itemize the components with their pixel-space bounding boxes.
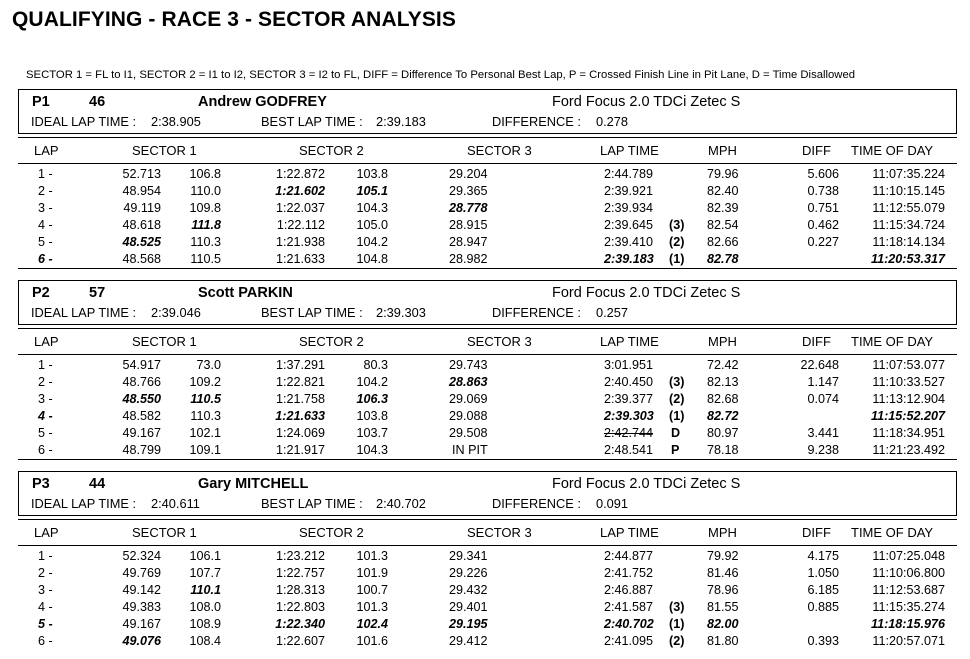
col-sector-2: SECTOR 2 bbox=[299, 525, 364, 540]
sector2-time: 1:21.602 bbox=[275, 184, 325, 198]
lap-row bbox=[18, 166, 957, 183]
col-lap: LAP bbox=[34, 334, 59, 349]
sector1-mph: 110.3 bbox=[190, 409, 221, 423]
lap-number: 1 - bbox=[38, 167, 53, 181]
sector1-time: 48.618 bbox=[122, 218, 161, 232]
lap-time: 2:39.303 bbox=[604, 409, 654, 423]
sector1-mph: 108.9 bbox=[189, 617, 221, 631]
sector1-time: 49.076 bbox=[122, 634, 161, 648]
sector2-mph: 101.3 bbox=[356, 549, 388, 563]
lap-flag: (3) bbox=[669, 600, 685, 614]
lap-row bbox=[18, 391, 957, 408]
sector2-mph: 104.3 bbox=[356, 201, 388, 215]
lap-time: 2:48.541 bbox=[604, 443, 654, 457]
ideal-lap-value: 2:38.905 bbox=[151, 114, 201, 129]
sector1-mph: 109.1 bbox=[189, 443, 221, 457]
lap-row bbox=[18, 425, 957, 442]
sector1-time: 48.799 bbox=[122, 443, 161, 457]
lap-flag: (3) bbox=[669, 218, 685, 232]
lap-time: 2:39.921 bbox=[604, 184, 654, 198]
sector2-mph: 101.9 bbox=[356, 566, 388, 580]
sector2-time: 1:21.917 bbox=[275, 443, 325, 457]
col-lap: LAP bbox=[34, 525, 59, 540]
sector3-time: 29.401 bbox=[449, 600, 488, 614]
lap-diff: 6.185 bbox=[807, 583, 839, 597]
lap-number: 2 - bbox=[38, 184, 53, 198]
sector2-mph: 104.8 bbox=[356, 252, 388, 266]
lap-number: 2 - bbox=[38, 566, 53, 580]
time-of-day: 11:12:55.079 bbox=[872, 201, 945, 215]
sector2-mph: 106.3 bbox=[356, 392, 388, 406]
sector2-time: 1:22.607 bbox=[275, 634, 325, 648]
sector1-time: 49.769 bbox=[122, 566, 161, 580]
lap-number: 6 - bbox=[38, 443, 53, 457]
lap-row bbox=[18, 251, 957, 269]
ideal-lap-label: IDEAL LAP TIME : bbox=[31, 496, 137, 511]
best-lap-value: 2:39.303 bbox=[376, 305, 426, 320]
lap-diff: 0.462 bbox=[807, 218, 839, 232]
col-sector-2: SECTOR 2 bbox=[299, 143, 364, 158]
lap-diff: 22.648 bbox=[800, 358, 839, 372]
sector3-time: 29.088 bbox=[449, 409, 488, 423]
sector2-mph: 104.3 bbox=[356, 443, 388, 457]
col-diff: DIFF bbox=[802, 525, 831, 540]
sector2-time: 1:22.757 bbox=[275, 566, 325, 580]
lap-row bbox=[18, 234, 957, 251]
lap-flag: (1) bbox=[669, 252, 685, 266]
lap-number: 6 - bbox=[38, 634, 53, 648]
lap-number: 3 - bbox=[38, 201, 53, 215]
col-time-of-day: TIME OF DAY bbox=[851, 525, 934, 540]
best-lap-value: 2:39.183 bbox=[376, 114, 426, 129]
lap-time: 2:41.587 bbox=[604, 600, 654, 614]
driver-header bbox=[18, 280, 957, 325]
sector2-time: 1:21.633 bbox=[275, 252, 325, 266]
col-diff: DIFF bbox=[802, 143, 831, 158]
sector1-time: 49.167 bbox=[122, 617, 161, 631]
time-of-day: 11:12:53.687 bbox=[872, 583, 945, 597]
sector3-time: 29.412 bbox=[449, 634, 488, 648]
col-lap-time: LAP TIME bbox=[600, 143, 659, 158]
sector1-time: 49.142 bbox=[122, 583, 161, 597]
lap-number: 6 - bbox=[38, 252, 53, 266]
sector3-time: 28.947 bbox=[449, 235, 488, 249]
lap-row bbox=[18, 548, 957, 565]
lap-mph: 78.18 bbox=[707, 443, 739, 457]
lap-row bbox=[18, 200, 957, 217]
sector2-time: 1:23.212 bbox=[275, 549, 325, 563]
lap-diff: 0.885 bbox=[807, 600, 839, 614]
col-sector-2: SECTOR 2 bbox=[299, 334, 364, 349]
driver-name: Andrew GODFREY bbox=[198, 94, 327, 110]
difference-value: 0.278 bbox=[596, 114, 629, 129]
lap-mph: 82.39 bbox=[707, 201, 739, 215]
lap-mph: 82.78 bbox=[707, 252, 739, 266]
lap-mph: 82.13 bbox=[707, 375, 739, 389]
driver-number: 46 bbox=[89, 94, 106, 110]
lap-number: 1 - bbox=[38, 358, 53, 372]
sector3-time: 29.432 bbox=[449, 583, 488, 597]
lap-mph: 81.55 bbox=[707, 600, 739, 614]
driver-header bbox=[18, 89, 957, 134]
lap-flag: (2) bbox=[669, 235, 685, 249]
lap-diff: 4.175 bbox=[807, 549, 839, 563]
sector1-mph: 109.2 bbox=[189, 375, 221, 389]
sector2-mph: 103.8 bbox=[356, 409, 388, 423]
lap-number: 5 - bbox=[38, 617, 53, 631]
best-lap-label: BEST LAP TIME : bbox=[261, 114, 363, 129]
lap-time: 2:39.645 bbox=[604, 218, 654, 232]
column-header bbox=[18, 519, 957, 546]
sector2-time: 1:22.803 bbox=[275, 600, 325, 614]
lap-flag: (1) bbox=[669, 617, 685, 631]
time-of-day: 11:10:33.527 bbox=[872, 375, 945, 389]
lap-number: 2 - bbox=[38, 375, 53, 389]
sector2-mph: 103.7 bbox=[356, 426, 388, 440]
sector1-time: 48.525 bbox=[122, 235, 161, 249]
sector1-time: 48.568 bbox=[122, 252, 161, 266]
lap-mph: 79.96 bbox=[707, 167, 739, 181]
sector3-time: 29.226 bbox=[449, 566, 488, 580]
sector3-time: 29.204 bbox=[449, 167, 488, 181]
sector1-time: 48.766 bbox=[122, 375, 161, 389]
lap-flag: D bbox=[671, 426, 681, 440]
car-model: Ford Focus 2.0 TDCi Zetec S bbox=[552, 94, 741, 110]
sector1-mph: 108.4 bbox=[189, 634, 221, 648]
difference-label: DIFFERENCE : bbox=[492, 496, 581, 511]
sector2-mph: 105.0 bbox=[356, 218, 388, 232]
sector1-time: 48.954 bbox=[122, 184, 161, 198]
sector1-time: 54.917 bbox=[122, 358, 161, 372]
lap-row bbox=[18, 599, 957, 616]
lap-mph: 80.97 bbox=[707, 426, 739, 440]
lap-row bbox=[18, 408, 957, 425]
time-of-day: 11:10:06.800 bbox=[872, 566, 945, 580]
sector1-mph: 110.5 bbox=[190, 392, 221, 406]
lap-number: 1 - bbox=[38, 549, 53, 563]
page-title: QUALIFYING - RACE 3 - SECTOR ANALYSIS bbox=[12, 8, 456, 31]
col-time-of-day: TIME OF DAY bbox=[851, 334, 934, 349]
lap-number: 4 - bbox=[38, 409, 53, 423]
lap-time: 2:46.887 bbox=[604, 583, 654, 597]
driver-header bbox=[18, 471, 957, 516]
time-of-day: 11:13:12.904 bbox=[872, 392, 945, 406]
sector2-mph: 104.2 bbox=[356, 235, 388, 249]
sector1-mph: 108.0 bbox=[189, 600, 221, 614]
lap-diff: 0.738 bbox=[807, 184, 839, 198]
lap-diff: 1.147 bbox=[807, 375, 839, 389]
sector1-time: 49.383 bbox=[122, 600, 161, 614]
lap-flag: (2) bbox=[669, 392, 685, 406]
sector2-time: 1:21.758 bbox=[275, 392, 325, 406]
sector1-time: 48.582 bbox=[122, 409, 161, 423]
sector2-time: 1:28.313 bbox=[275, 583, 325, 597]
lap-mph: 82.68 bbox=[707, 392, 739, 406]
sector1-time: 52.713 bbox=[122, 167, 161, 181]
lap-number: 4 - bbox=[38, 218, 53, 232]
lap-time: 2:40.450 bbox=[604, 375, 654, 389]
lap-mph: 79.92 bbox=[707, 549, 739, 563]
best-lap-label: BEST LAP TIME : bbox=[261, 496, 363, 511]
car-model: Ford Focus 2.0 TDCi Zetec S bbox=[552, 476, 741, 492]
sector1-mph: 102.1 bbox=[189, 426, 221, 440]
driver-name: Gary MITCHELL bbox=[198, 476, 309, 492]
lap-mph: 82.54 bbox=[707, 218, 739, 232]
lap-diff: 0.227 bbox=[807, 235, 839, 249]
lap-time: 2:40.702 bbox=[604, 617, 654, 631]
col-diff: DIFF bbox=[802, 334, 831, 349]
difference-label: DIFFERENCE : bbox=[492, 305, 581, 320]
lap-number: 5 - bbox=[38, 426, 53, 440]
lap-mph: 81.46 bbox=[707, 566, 739, 580]
col-sector-3: SECTOR 3 bbox=[467, 334, 532, 349]
sector2-mph: 100.7 bbox=[356, 583, 388, 597]
lap-row bbox=[18, 374, 957, 391]
column-header bbox=[18, 328, 957, 355]
sector2-mph: 105.1 bbox=[356, 184, 388, 198]
lap-diff: 0.751 bbox=[807, 201, 839, 215]
lap-row bbox=[18, 442, 957, 460]
ideal-lap-value: 2:39.046 bbox=[151, 305, 201, 320]
legend-text: SECTOR 1 = FL to I1, SECTOR 2 = I1 to I2, SECTOR 3 = I2 to FL, DIFF = Difference To Personal Best Lap, P = Crossed Finish Line in Pit Lane, D = Time Disallowed bbox=[26, 69, 856, 81]
col-sector-3: SECTOR 3 bbox=[467, 143, 532, 158]
sector3-time: 29.341 bbox=[449, 549, 488, 563]
sector2-mph: 101.3 bbox=[356, 600, 388, 614]
lap-row bbox=[18, 616, 957, 633]
lap-time: 2:44.877 bbox=[604, 549, 654, 563]
lap-time: 2:41.752 bbox=[604, 566, 654, 580]
lap-flag: (3) bbox=[669, 375, 685, 389]
sector1-mph: 111.8 bbox=[191, 218, 221, 232]
sector2-time: 1:22.872 bbox=[275, 167, 325, 181]
driver-number: 44 bbox=[89, 476, 106, 492]
sector1-mph: 107.7 bbox=[189, 566, 221, 580]
col-time-of-day: TIME OF DAY bbox=[851, 143, 934, 158]
car-model: Ford Focus 2.0 TDCi Zetec S bbox=[552, 285, 741, 301]
lap-time: 2:39.410 bbox=[604, 235, 654, 249]
lap-time: 2:39.934 bbox=[604, 201, 654, 215]
sector2-time: 1:21.938 bbox=[275, 235, 325, 249]
time-of-day: 11:21:23.492 bbox=[872, 443, 945, 457]
time-of-day: 11:07:25.048 bbox=[872, 549, 945, 563]
driver-position: P2 bbox=[32, 285, 50, 301]
best-lap-label: BEST LAP TIME : bbox=[261, 305, 363, 320]
lap-time: 2:39.183 bbox=[604, 252, 654, 266]
lap-flag: (2) bbox=[669, 634, 685, 648]
lap-row bbox=[18, 357, 957, 374]
col-mph: MPH bbox=[708, 143, 737, 158]
time-of-day: 11:20:57.071 bbox=[872, 634, 945, 648]
lap-flag: P bbox=[671, 443, 680, 457]
lap-row bbox=[18, 183, 957, 200]
lap-diff: 0.074 bbox=[807, 392, 839, 406]
sector2-time: 1:22.821 bbox=[275, 375, 325, 389]
time-of-day: 11:18:14.134 bbox=[872, 235, 945, 249]
difference-label: DIFFERENCE : bbox=[492, 114, 581, 129]
col-lap-time: LAP TIME bbox=[600, 334, 659, 349]
sector3-time: 29.508 bbox=[449, 426, 488, 440]
sector1-mph: 73.0 bbox=[196, 358, 221, 372]
lap-time: 2:44.789 bbox=[604, 167, 654, 181]
sector2-time: 1:22.112 bbox=[276, 218, 325, 232]
sector1-mph: 106.1 bbox=[189, 549, 221, 563]
sector3-time: 28.982 bbox=[449, 252, 488, 266]
sector1-time: 49.167 bbox=[122, 426, 161, 440]
lap-diff: 0.393 bbox=[807, 634, 839, 648]
col-sector-1: SECTOR 1 bbox=[132, 143, 197, 158]
lap-time: 2:39.377 bbox=[604, 392, 654, 406]
ideal-lap-label: IDEAL LAP TIME : bbox=[31, 114, 137, 129]
lap-row bbox=[18, 633, 957, 650]
sector1-time: 52.324 bbox=[122, 549, 161, 563]
driver-name: Scott PARKIN bbox=[198, 285, 293, 301]
column-header bbox=[18, 137, 957, 164]
lap-diff: 1.050 bbox=[807, 566, 839, 580]
lap-time-disallowed: 2:42.744 bbox=[604, 426, 654, 440]
lap-mph: 82.40 bbox=[707, 184, 739, 198]
sector1-mph: 110.5 bbox=[190, 252, 221, 266]
lap-row bbox=[18, 565, 957, 582]
driver-position: P3 bbox=[32, 476, 50, 492]
col-sector-1: SECTOR 1 bbox=[132, 334, 197, 349]
sector2-time: 1:22.037 bbox=[275, 201, 325, 215]
lap-mph: 81.80 bbox=[707, 634, 739, 648]
sector3-time: 28.778 bbox=[449, 201, 488, 215]
sector1-time: 48.550 bbox=[122, 392, 161, 406]
lap-time: 3:01.951 bbox=[604, 358, 654, 372]
sector1-time: 49.119 bbox=[123, 201, 161, 215]
col-lap: LAP bbox=[34, 143, 59, 158]
lap-mph: 82.00 bbox=[707, 617, 739, 631]
time-of-day: 11:07:53.077 bbox=[872, 358, 945, 372]
sector2-mph: 102.4 bbox=[356, 617, 388, 631]
time-of-day: 11:10:15.145 bbox=[872, 184, 945, 198]
sector3-in-pit: IN PIT bbox=[452, 443, 488, 457]
lap-number: 5 - bbox=[38, 235, 53, 249]
sector2-time: 1:22.340 bbox=[275, 617, 325, 631]
lap-number: 3 - bbox=[38, 583, 53, 597]
col-mph: MPH bbox=[708, 525, 737, 540]
lap-flag: (1) bbox=[669, 409, 685, 423]
sector1-mph: 106.8 bbox=[189, 167, 221, 181]
sector1-mph: 110.0 bbox=[190, 184, 221, 198]
sector2-mph: 104.2 bbox=[356, 375, 388, 389]
time-of-day: 11:15:52.207 bbox=[871, 409, 945, 423]
lap-row bbox=[18, 582, 957, 599]
sector2-time: 1:24.069 bbox=[275, 426, 325, 440]
driver-number: 57 bbox=[89, 285, 106, 301]
time-of-day: 11:15:34.724 bbox=[872, 218, 945, 232]
lap-mph: 82.72 bbox=[707, 409, 739, 423]
lap-number: 4 - bbox=[38, 600, 53, 614]
lap-diff: 5.606 bbox=[807, 167, 839, 181]
lap-number: 3 - bbox=[38, 392, 53, 406]
sector1-mph: 109.8 bbox=[189, 201, 221, 215]
lap-time: 2:41.095 bbox=[604, 634, 654, 648]
time-of-day: 11:15:35.274 bbox=[872, 600, 945, 614]
sector2-mph: 80.3 bbox=[363, 358, 388, 372]
driver-position: P1 bbox=[32, 94, 50, 110]
best-lap-value: 2:40.702 bbox=[376, 496, 426, 511]
col-lap-time: LAP TIME bbox=[600, 525, 659, 540]
ideal-lap-value: 2:40.611 bbox=[151, 496, 200, 511]
time-of-day: 11:18:34.951 bbox=[872, 426, 945, 440]
col-sector-3: SECTOR 3 bbox=[467, 525, 532, 540]
sector3-time: 29.069 bbox=[449, 392, 488, 406]
sector3-time: 29.195 bbox=[449, 617, 488, 631]
sector3-time: 29.743 bbox=[449, 358, 488, 372]
time-of-day: 11:20:53.317 bbox=[871, 252, 945, 266]
ideal-lap-label: IDEAL LAP TIME : bbox=[31, 305, 137, 320]
lap-diff: 9.238 bbox=[807, 443, 839, 457]
sector3-time: 29.365 bbox=[449, 184, 488, 198]
col-sector-1: SECTOR 1 bbox=[132, 525, 197, 540]
sector2-time: 1:21.633 bbox=[275, 409, 325, 423]
lap-mph: 72.42 bbox=[707, 358, 739, 372]
lap-diff: 3.441 bbox=[807, 426, 839, 440]
sector2-mph: 101.6 bbox=[356, 634, 388, 648]
sector3-time: 28.863 bbox=[449, 375, 488, 389]
sector1-mph: 110.3 bbox=[190, 235, 221, 249]
time-of-day: 11:07:35.224 bbox=[872, 167, 945, 181]
sector2-time: 1:37.291 bbox=[275, 358, 325, 372]
sector3-time: 28.915 bbox=[449, 218, 488, 232]
lap-mph: 78.96 bbox=[707, 583, 739, 597]
col-mph: MPH bbox=[708, 334, 737, 349]
lap-mph: 82.66 bbox=[707, 235, 739, 249]
difference-value: 0.257 bbox=[596, 305, 629, 320]
lap-row bbox=[18, 217, 957, 234]
sector1-mph: 110.1 bbox=[190, 583, 221, 597]
sector2-mph: 103.8 bbox=[356, 167, 388, 181]
time-of-day: 11:18:15.976 bbox=[871, 617, 945, 631]
difference-value: 0.091 bbox=[596, 496, 629, 511]
